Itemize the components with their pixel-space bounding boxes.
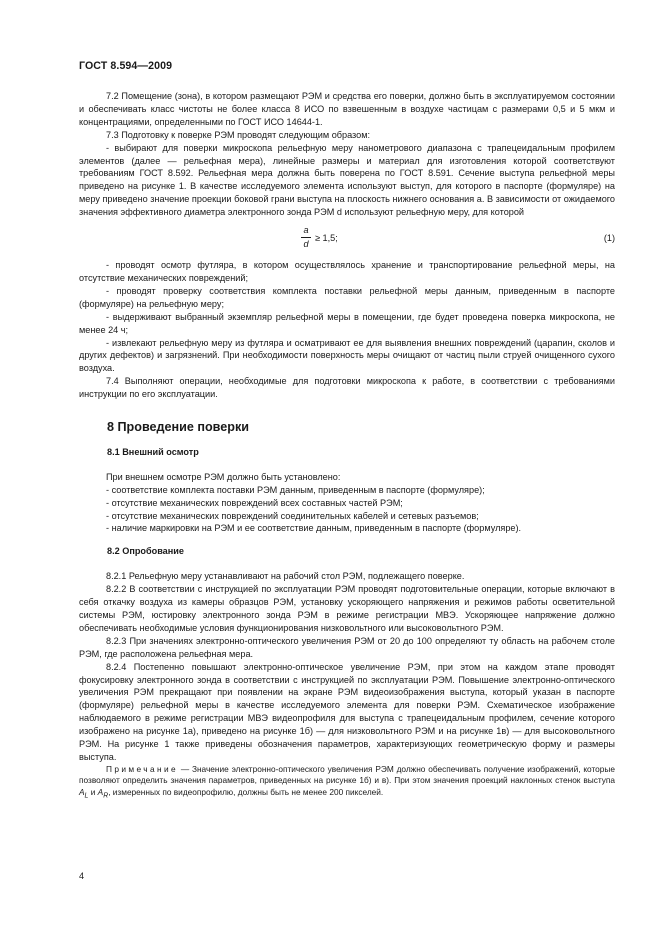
note-text-1: — Значение электронно-оптического увеличения РЭМ должно обеспечивать получение изображений, которые позволяют определить значения параметров, приведенных на рисунке 1б) и в). При этом значения проекций наклонных стенок выступа (79, 763, 615, 786)
list-item: - выдерживают выбранный экземпляр рельефной меры в помещении, где будет проведена поверка микроскопа, не менее 24 ч; (79, 311, 615, 335)
paragraph-8-1-intro: При внешнем осмотре РЭМ должно быть установлено: (106, 471, 341, 482)
list-item: - проводят проверку соответствия комплекта поставки рельефной меры данным, приведенным в паспорте (формуляре) на рельефную меру; (79, 285, 615, 309)
note-subscript-right: R (103, 792, 109, 800)
paragraph-7-2: 7.2 Помещение (зона), в котором размещают РЭМ и средства его поверки, должно быть в эксплуатируемом состоянии и обеспечивать класс чистоты не более класса 8 ИСО по взвешенным в воздухе частицам с размерами 0,5 и 5 мкм и концентрациями, определенными по ГОСТ ИСО 14644-1. (79, 91, 615, 127)
list-item: - отсутствие механических повреждений всех составных частей РЭМ; (106, 497, 403, 508)
list-item: - наличие маркировки на РЭМ и ее соответствие данным, приведенным в паспорте (формуляре). (106, 523, 522, 534)
formula-fraction (301, 225, 311, 250)
note-conjunction: и (88, 786, 98, 797)
note-text-2: , измеренных по видеопрофилю, должны быть не менее 200 пикселей. (108, 786, 384, 797)
formula-denominator: d (303, 239, 309, 250)
note (79, 764, 615, 802)
paragraph-7-3-item-1: - выбирают для поверки микроскопа рельефную меру нанометрового диапазона с трапецеидальным профилем элементов (далее — рельефная мера), линейные размеры и материал для изготовления которой соответствуют требованиям ГОСТ 8.592. Рельефная мера должна быть поверена по ГОСТ 8.591. Сечение выступа рельефной меры приведено на рисунке 1. В качестве исследуемого элемента используют выступ, для которого в паспорте (формуляре) на меру приведено значение проекции боковой грани выступа на плоскость нижнего основания a. В зависимости от ожидаемого значения эффективного диаметра электронного зонда РЭМ d используют рельефную меру, для которой (79, 142, 615, 218)
paragraph-7-4: 7.4 Выполняют операции, необходимые для подготовки микроскопа к работе, в соответствии с требованиями инструкции по его эксплуатации. (79, 376, 615, 400)
formula-rhs: ≥ 1,5; (315, 233, 338, 244)
paragraph-8-2-3: 8.2.3 При значениях электронно-оптического увеличения РЭМ от 20 до 100 определяют ту область на рабочем столе РЭМ, где расположена рельефная мера. (79, 635, 615, 659)
fraction-bar (301, 237, 311, 238)
subsection-8-1-title: 8.1 Внешний осмотр (107, 446, 199, 457)
section-8-title: 8 Проведение поверки (107, 420, 249, 435)
paragraph-8-2-4: 8.2.4 Постепенно повышают электронно-оптическое увеличение РЭМ, при этом на каждом этапе проводят фокусировку электронного зонда в соответствии с инструкцией по эксплуатации РЭМ. Повышение электронно-оптического увеличения РЭМ прекращают при появлении на экране РЭМ видеоизображения выступа, который указан в паспорте (формуляре) рельефной меры в качестве исследуемого элемента для поверки РЭМ. Схематическое изображение наблюдаемого в режиме регистрации МВЭ видеопрофиля для выступа с трапецеидальным профилем, сечение которого изображено на рисунке 1а), приведено на рисунке 1б) — для низковольтного РЭМ и на рисунке 1в) — для высоковольтного РЭМ. На рисунке 1 также приведены обозначения параметров, характеризующих геометрическую форму и размеры выступа. (79, 661, 615, 762)
list-item: - соответствие комплекта поставки РЭМ данным, приведенным в паспорте (формуляре); (106, 484, 485, 495)
document-header: ГОСТ 8.594—2009 (79, 60, 173, 72)
list-item: - проводят осмотр футляра, в котором осуществлялось хранение и транспортирование рельефной меры, на отсутствие механических повреждений; (79, 260, 615, 283)
paragraph-8-2-1: 8.2.1 Рельефную меру устанавливают на рабочий стол РЭМ, подлежащего поверке. (106, 571, 465, 582)
note-label: Примечание (106, 763, 179, 774)
note-symbol-left: A (79, 786, 85, 797)
paragraph-8-2-2: 8.2.2 В соответствии с инструкцией по эксплуатации РЭМ проводят подготовительные операции, которые включают в себя откачку воздуха из камеры образцов РЭМ, установку ускоряющего напряжения и режимов работы осветительной системы РЭМ, юстировку электронного зонда РЭМ в режиме регистрации МВЭ. Ускоряющее напряжение должно обеспечивать необходимые условия функционирования низковольтного или высоковольтного РЭМ. (79, 584, 615, 633)
formula-numerator: a (303, 225, 309, 236)
note-subscript-left: L (84, 792, 89, 800)
formula-number: (1) (603, 233, 615, 244)
note-symbol-right: A (97, 786, 104, 797)
page-content (79, 90, 615, 802)
formula-1 (79, 225, 615, 255)
subsection-8-2-title: 8.2 Опробование (107, 546, 184, 557)
list-item: - извлекают рельефную меру из футляра и осматривают ее для выявления внешних повреждений (царапин, сколов и других дефектов) и загрязнений. При необходимости поверхность меры очищают от частиц пыли струей очищенного сухого воздуха. (79, 337, 615, 374)
paragraph-7-3: 7.3 Подготовку к поверке РЭМ проводят следующим образом: (106, 129, 371, 140)
page-number: 4 (79, 871, 85, 881)
list-item: - отсутствие механических повреждений соединительных кабелей и сетевых разъемов; (106, 510, 479, 521)
